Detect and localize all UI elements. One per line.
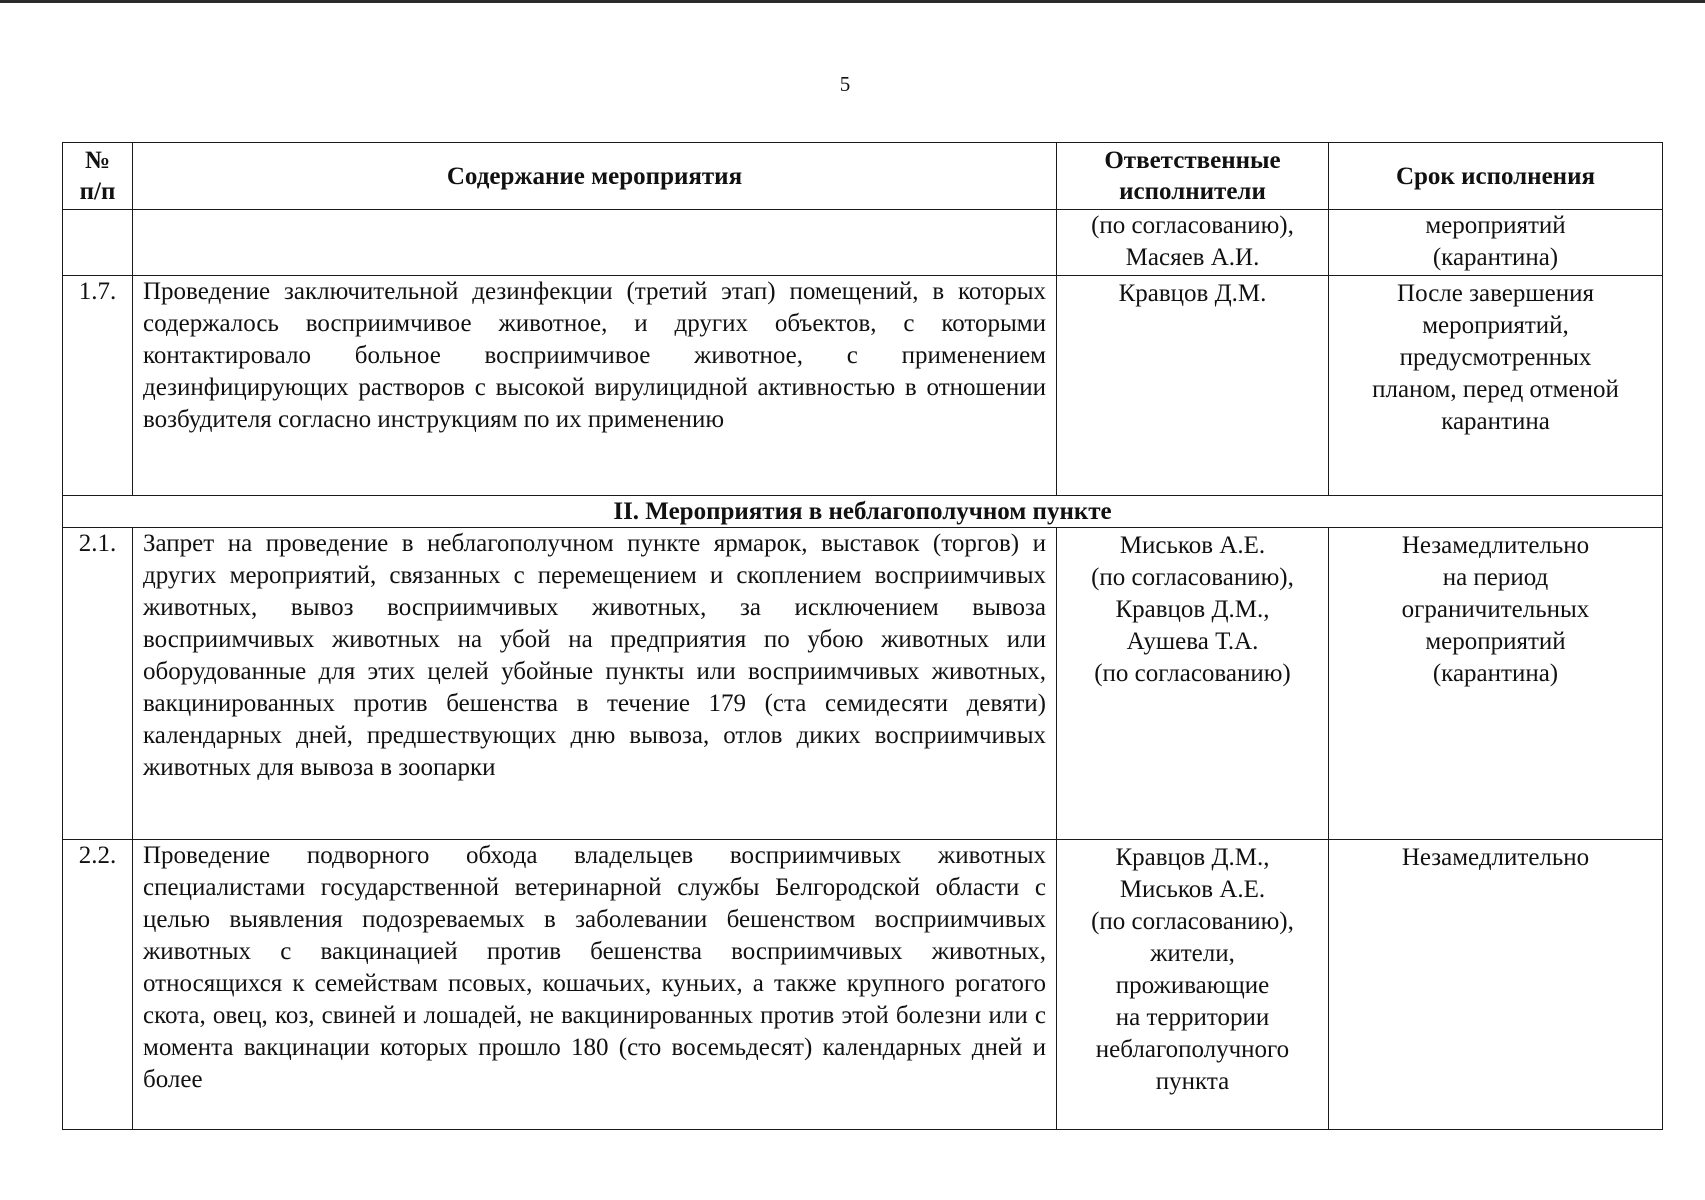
cell-deadline: [1329, 210, 1663, 276]
section-2-row: [63, 496, 1663, 528]
responsible-line: проживающие: [1115, 972, 1270, 999]
responsible-line: на территории: [1115, 1004, 1270, 1031]
deadline-line: После завершения: [1397, 280, 1594, 307]
responsible-line: Кравцов Д.М.,: [1115, 596, 1270, 623]
responsible-line: (по согласованию),: [1091, 564, 1294, 591]
cell-number: 1.7.: [63, 276, 133, 496]
cell-deadline: [1329, 276, 1663, 496]
table-header-row: [63, 143, 1663, 210]
deadline-line: ограничительных: [1401, 596, 1590, 623]
cell-content: Проведение подворного обхода владельцев восприимчивых животных специалистами государственной ветеринарной службы Белгородской области с целью выявления подозреваемых в заболевании бешенством восприимчивых животных с вакцинацией против бешенства восприимчивых животных, относящихся к семействам псовых, кошачьих, куньих, а также крупного рогатого скота, овец, коз, свиней и лошадей, не вакцинированных против этой болезни или с момента вакцинации которых прошло 180 (сто восемьдесят) календарных дней и более: [133, 840, 1057, 1130]
responsible-line: (по согласованию),: [1091, 212, 1294, 239]
responsible-line: Миськов А.Е.: [1119, 532, 1266, 559]
scan-top-edge: [0, 0, 1705, 3]
responsible-line: Кравцов Д.М.,: [1115, 844, 1270, 871]
table-row-1-7: [63, 276, 1663, 496]
responsible-line: жители,: [1150, 940, 1235, 967]
responsible-line: Миськов А.Е.: [1119, 876, 1266, 903]
deadline-line: мероприятий: [1425, 212, 1566, 239]
responsible-line: пункта: [1155, 1068, 1230, 1095]
deadline-line: на период: [1442, 564, 1549, 591]
header-number-line: №: [84, 147, 111, 174]
deadline-line: предусмотренных: [1399, 344, 1592, 371]
cell-number: 2.2.: [63, 840, 133, 1130]
header-responsible: [1057, 143, 1329, 210]
cell-content: Запрет на проведение в неблагополучном пункте ярмарок, выставок (торгов) и других мероприятий, связанных с перемещением и скоплением восприимчивых животных, вывоз восприимчивых животных, за исключением вывоза восприимчивых животных на убой на предприятия по убою животных или оборудованные для этих целей убойные пункты или восприимчивых животных, вакцинированных против бешенства в течение 179 (ста семидесяти девяти) календарных дней, предшествующих дню вывоза, отлов диких восприимчивых животных для вывоза в зоопарки: [133, 528, 1057, 840]
header-number-line: п/п: [79, 178, 116, 205]
responsible-line: Кравцов Д.М.: [1118, 280, 1267, 307]
cell-content: Проведение заключительной дезинфекции (третий этап) помещений, в которых содержалось восприимчивое животное, и других объектов, с которыми контактировало больное восприимчивое животное, с применением дезинфицирующих растворов с высокой вирулицидной активностью в отношении возбудителя согласно инструкциям по их применению: [133, 276, 1057, 496]
deadline-line: (карантина): [1432, 244, 1559, 271]
cell-deadline: [1329, 840, 1663, 1130]
cell-responsible: [1057, 276, 1329, 496]
header-deadline: Срок исполнения: [1329, 143, 1663, 210]
header-responsible-line: Ответственные: [1104, 147, 1281, 174]
table-row-continuation: [63, 210, 1663, 276]
responsible-line: Масяев А.И.: [1125, 244, 1260, 271]
deadline-line: планом, перед отменой: [1372, 376, 1619, 403]
responsible-line: (по согласованию): [1094, 660, 1291, 687]
responsible-line: Аушева Т.А.: [1126, 628, 1259, 655]
responsible-line: (по согласованию),: [1091, 908, 1294, 935]
measures-table: [62, 142, 1663, 1130]
responsible-line: неблагополучного: [1095, 1036, 1290, 1063]
cell-deadline: [1329, 528, 1663, 840]
deadline-line: Незамедлительно: [1401, 532, 1590, 559]
page-number: 5: [839, 72, 851, 96]
header-number: [63, 143, 133, 210]
deadline-line: карантина: [1441, 408, 1550, 435]
header-responsible-line: исполнители: [1119, 178, 1266, 205]
deadline-line: мероприятий: [1425, 628, 1566, 655]
table-row-2-1: [63, 528, 1663, 840]
deadline-line: (карантина): [1432, 660, 1559, 687]
header-content: Содержание мероприятия: [133, 143, 1057, 210]
cell-number: 2.1.: [63, 528, 133, 840]
cell-content: [133, 210, 1057, 276]
deadline-line: мероприятий,: [1422, 312, 1569, 339]
cell-responsible: [1057, 840, 1329, 1130]
cell-responsible: [1057, 528, 1329, 840]
deadline-line: Незамедлительно: [1401, 844, 1590, 871]
cell-responsible: [1057, 210, 1329, 276]
cell-number: [63, 210, 133, 276]
section-title: II. Мероприятия в неблагополучном пункте: [63, 496, 1663, 528]
table-row-2-2: [63, 840, 1663, 1130]
